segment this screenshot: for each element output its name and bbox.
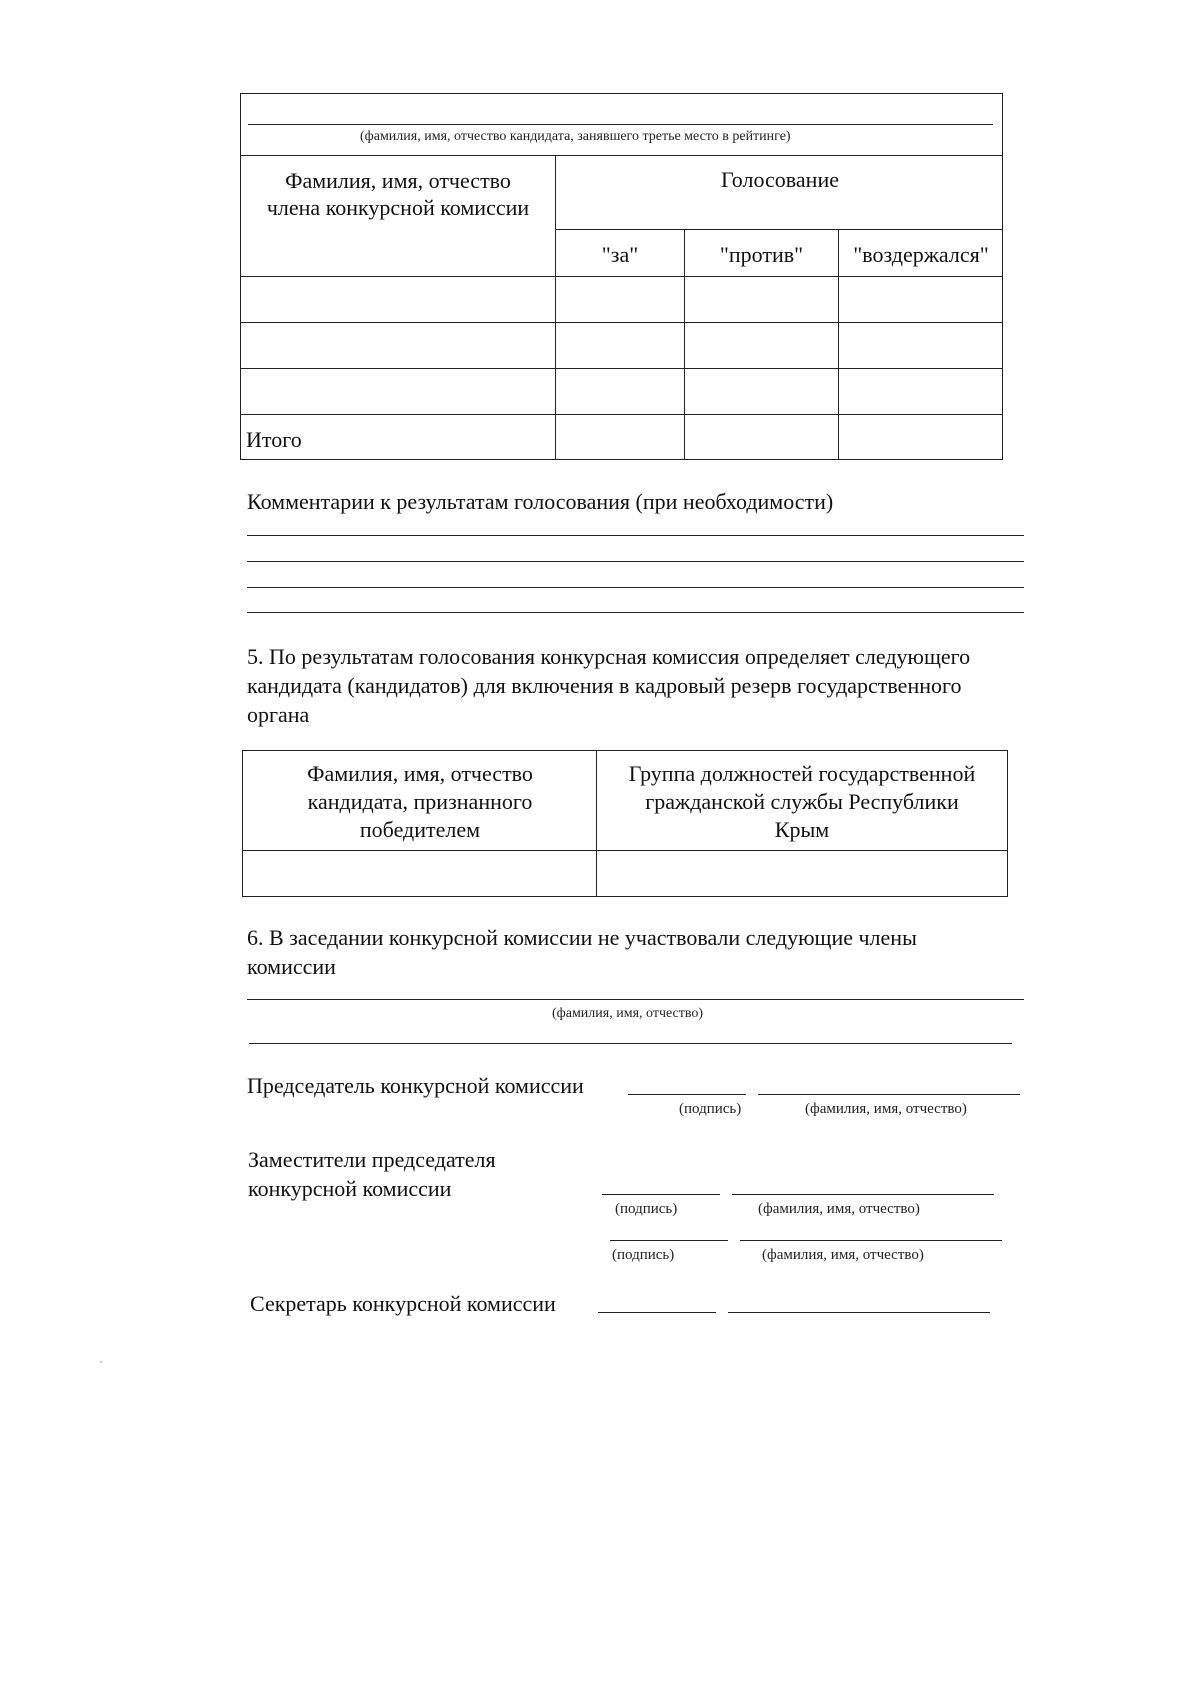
deputy1-signature-line <box>602 1194 720 1195</box>
section6-line1: 6. В заседании конкурсной комиссии не участвовали следующие члены <box>247 925 917 950</box>
winner-header <box>245 760 595 844</box>
member-header-line1: Фамилия, имя, отчество <box>285 168 511 193</box>
vote-abstained-header: "воздержался" <box>853 242 989 267</box>
table-row-divider <box>240 322 1003 323</box>
secretary-fio-line <box>728 1312 990 1313</box>
comment-line <box>247 612 1024 613</box>
vote-for-header: "за" <box>601 242 639 267</box>
chairman-signature-line <box>628 1094 746 1095</box>
vote-against-header: "против" <box>719 242 804 267</box>
table-col-divider <box>684 229 685 460</box>
table-border-right <box>1007 750 1008 897</box>
comment-line <box>247 561 1024 562</box>
table-border-bottom <box>242 896 1008 897</box>
member-header-line2: члена конкурсной комиссии <box>266 195 530 220</box>
member-header <box>243 167 553 221</box>
section5-line1: 5. По результатам голосования конкурсная комиссия определяет следующего <box>247 644 971 669</box>
voting-header: Голосование <box>721 167 839 192</box>
third-place-blank-line <box>248 124 993 125</box>
table-row-divider <box>240 414 1003 415</box>
winner-header-line1: Фамилия, имя, отчество <box>307 761 533 786</box>
table-row-divider <box>242 850 1008 851</box>
section6-line2: комиссии <box>247 954 336 979</box>
table-border-top <box>240 93 1003 94</box>
position-group-header-line3: Крым <box>774 817 830 842</box>
table-col-divider <box>838 229 839 460</box>
winner-header-line3: победителем <box>359 817 481 842</box>
section5-line2: кандидата (кандидатов) для включения в кадровый резерв государственного <box>247 673 962 698</box>
table-col-divider <box>555 155 556 460</box>
scan-artifact <box>100 1361 102 1363</box>
absent-members-caption: (фамилия, имя, отчество) <box>552 1006 704 1021</box>
section5-line3: органа <box>247 702 310 727</box>
total-label: Итого <box>246 427 302 452</box>
deputy1-signature-caption: (подпись) <box>615 1201 678 1217</box>
table-row-divider <box>240 155 1003 156</box>
chairman-fio-line <box>758 1094 1020 1095</box>
comment-line <box>247 535 1024 536</box>
deputy1-fio-line <box>732 1194 994 1195</box>
deputy2-fio-line <box>740 1240 1002 1241</box>
chairman-signature-caption: (подпись) <box>679 1101 742 1117</box>
absent-members-line <box>249 1043 1012 1044</box>
comments-label: Комментарии к результатам голосования (при необходимости) <box>247 489 834 514</box>
deputy2-fio-caption: (фамилия, имя, отчество) <box>762 1247 924 1263</box>
deputy2-signature-line <box>610 1240 728 1241</box>
deputy2-signature-caption: (подпись) <box>612 1247 675 1263</box>
third-place-caption: (фамилия, имя, отчество кандидата, занявшего третье место в рейтинге) <box>360 129 791 144</box>
table-border-top <box>242 750 1008 751</box>
position-group-header-line2: гражданской службы Республики <box>645 789 959 814</box>
secretary-signature-line <box>598 1312 716 1313</box>
deputies-label-line1: Заместители председателя <box>248 1147 496 1172</box>
comment-line <box>247 587 1024 588</box>
deputies-label-line2: конкурсной комиссии <box>248 1176 452 1201</box>
absent-members-line <box>247 999 1024 1000</box>
table-row-divider <box>555 229 1003 230</box>
table-border-left <box>242 750 243 897</box>
position-group-header-line1: Группа должностей государственной <box>628 761 976 786</box>
table-row-divider <box>240 368 1003 369</box>
table-row-divider <box>240 276 1003 277</box>
position-group-header <box>599 760 1005 844</box>
table-border-bottom <box>240 459 1003 460</box>
chairman-fio-caption: (фамилия, имя, отчество) <box>805 1101 967 1117</box>
table-col-divider <box>596 750 597 897</box>
deputy1-fio-caption: (фамилия, имя, отчество) <box>758 1201 920 1217</box>
winner-header-line2: кандидата, признанного <box>307 789 533 814</box>
secretary-label: Секретарь конкурсной комиссии <box>250 1291 556 1316</box>
chairman-label: Председатель конкурсной комиссии <box>247 1073 584 1098</box>
